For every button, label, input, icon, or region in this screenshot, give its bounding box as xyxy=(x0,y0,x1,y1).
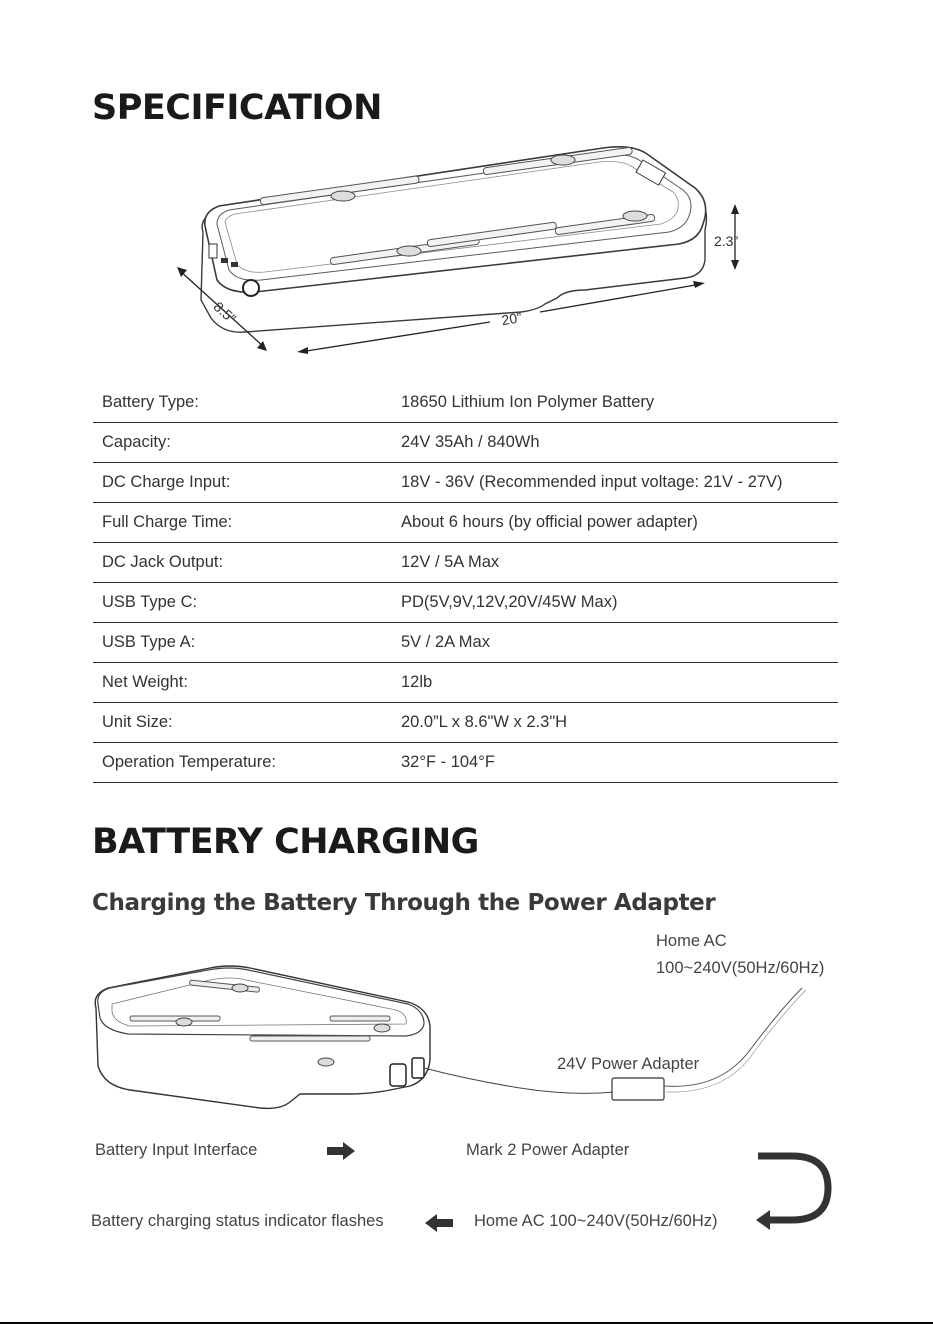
home-ac-label-2: 100~240V(50Hz/60Hz) xyxy=(656,959,825,977)
arrow-left-icon xyxy=(425,1214,453,1232)
spec-value: 12lb xyxy=(401,673,433,691)
charging-title: BATTERY CHARGING xyxy=(92,822,479,862)
spec-title: SPECIFICATION xyxy=(92,88,382,128)
spec-value: 5V / 2A Max xyxy=(401,633,490,651)
spec-value: 24V 35Ah / 840Wh xyxy=(401,433,540,451)
spec-value: PD(5V,9V,12V,20V/45W Max) xyxy=(401,593,618,611)
spec-row xyxy=(93,743,838,783)
spec-label: Operation Temperature: xyxy=(102,753,276,771)
spec-label: DC Jack Output: xyxy=(102,553,224,571)
spec-row xyxy=(93,383,838,423)
dim-width-label: 8.5” xyxy=(210,298,240,327)
dim-height-label: 2.3” xyxy=(714,233,739,249)
home-ac-label-1: Home AC xyxy=(656,932,727,950)
spec-row xyxy=(93,543,838,583)
step-home-ac: Home AC 100~240V(50Hz/60Hz) xyxy=(474,1212,718,1230)
u-turn-arrow-icon xyxy=(752,1148,834,1230)
step-battery-input: Battery Input Interface xyxy=(95,1141,258,1159)
spec-value: 12V / 5A Max xyxy=(401,553,500,571)
charging-subtitle: Charging the Battery Through the Power Adapter xyxy=(92,890,716,916)
spec-label: Net Weight: xyxy=(102,673,188,691)
spec-label: DC Charge Input: xyxy=(102,473,231,491)
battery-dimension-illustration xyxy=(165,140,775,365)
spec-row xyxy=(93,703,838,743)
spec-row xyxy=(93,423,838,463)
spec-label: Full Charge Time: xyxy=(102,513,233,531)
spec-label: Battery Type: xyxy=(102,393,199,411)
adapter-label: 24V Power Adapter xyxy=(557,1055,700,1073)
spec-row xyxy=(93,623,838,663)
spec-label: USB Type A: xyxy=(102,633,196,651)
spec-row xyxy=(93,663,838,703)
spec-value: 20.0”L x 8.6"W x 2.3"H xyxy=(401,713,568,731)
dim-length-label: 20” xyxy=(500,309,523,329)
spec-row xyxy=(93,463,838,503)
spec-label: USB Type C: xyxy=(102,593,198,611)
step-indicator-flashes: Battery charging status indicator flashes xyxy=(91,1212,384,1230)
arrow-right-icon xyxy=(327,1142,355,1160)
spec-row xyxy=(93,583,838,623)
spec-value: About 6 hours (by official power adapter) xyxy=(401,513,698,531)
spec-value: 32°F - 104°F xyxy=(401,753,495,771)
spec-label: Unit Size: xyxy=(102,713,173,731)
spec-label: Capacity: xyxy=(102,433,171,451)
step-mark2-adapter: Mark 2 Power Adapter xyxy=(466,1141,630,1159)
spec-value: 18V - 36V (Recommended input voltage: 21V - 27V) xyxy=(401,473,783,491)
spec-value: 18650 Lithium Ion Polymer Battery xyxy=(401,393,655,411)
spec-row xyxy=(93,503,838,543)
spec-table xyxy=(93,383,838,783)
